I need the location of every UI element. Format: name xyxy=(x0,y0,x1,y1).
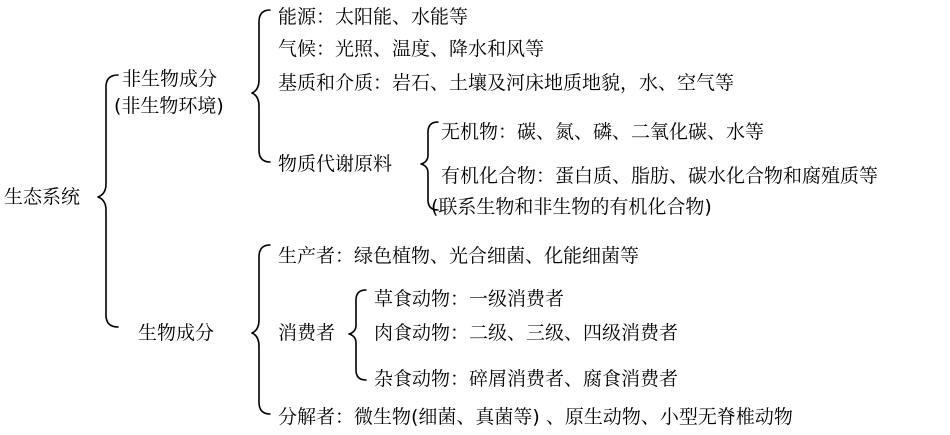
biotic-title: 生物成分 xyxy=(138,322,215,344)
abiotic-brace xyxy=(252,10,270,162)
organic-item: 有机化合物：蛋白质、脂肪、碳水化合物和腐殖质等 xyxy=(441,165,879,187)
biotic-brace xyxy=(252,245,270,414)
omnivores-item: 杂食动物：碎屑消费者、腐食消费者 xyxy=(374,368,679,390)
herbivores-item: 草食动物：一级消费者 xyxy=(374,288,565,310)
consumers-title: 消费者 xyxy=(278,322,336,344)
decomposers-item: 分解者：微生物(细菌、真菌等) 、原生动物、小型无脊椎动物 xyxy=(278,406,793,428)
organic-note: (联系生物和非生物的有机化合物) xyxy=(431,196,712,218)
energy-item: 能源：太阳能、水能等 xyxy=(278,6,469,28)
inorganic-item: 无机物：碳、氮、磷、二氧化碳、水等 xyxy=(441,121,765,143)
abiotic-subtitle: (非生物环境) xyxy=(114,95,224,117)
metabolic-title: 物质代谢原料 xyxy=(278,153,393,175)
carnivores-item: 肉食动物：二级、三级、四级消费者 xyxy=(374,322,679,344)
producers-item: 生产者：绿色植物、光合细菌、化能细菌等 xyxy=(278,245,640,267)
substrate-item: 基质和介质：岩石、土壤及河床地质地貌，水、空气等 xyxy=(278,72,735,94)
consumers-brace xyxy=(349,290,366,380)
abiotic-title: 非生物成分 xyxy=(122,68,218,90)
climate-item: 气候：光照、温度、降水和风等 xyxy=(278,38,545,60)
root-label: 生态系统 xyxy=(4,186,81,208)
